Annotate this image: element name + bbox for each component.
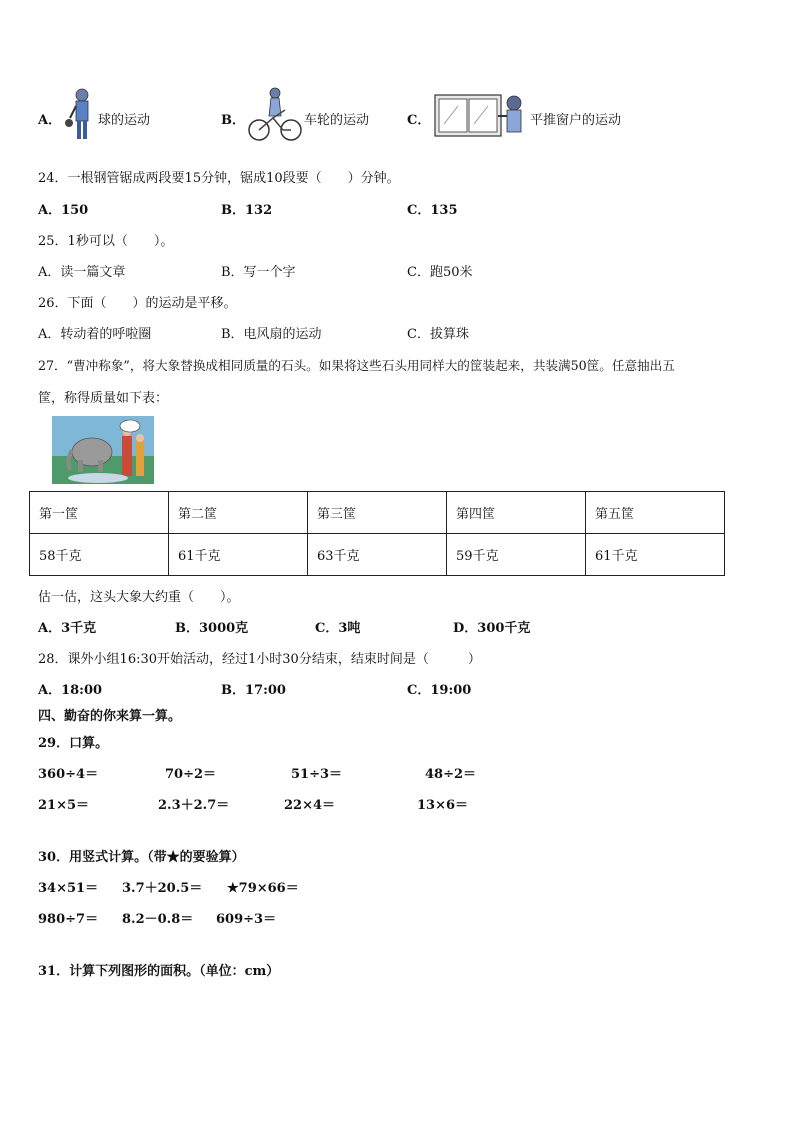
question-27-stem-line2: 筐，称得质量如下表：	[38, 391, 169, 406]
question-30-stem: 30．用竖式计算。（带★的要验算）	[38, 850, 245, 865]
mental-calc-item: 2.3＋2.7＝	[158, 798, 230, 813]
vertical-calc-item: 980÷7＝	[38, 912, 99, 927]
basket-mass-table	[29, 491, 725, 576]
vertical-calc-item: ★79×66＝	[227, 881, 299, 896]
question-25-stem: 25．1秒可以（ ）。	[38, 234, 174, 249]
option-a-text: 球的运动	[98, 113, 151, 128]
q26-option-a: A．转动着的呼啦圈	[38, 327, 152, 342]
question-29-stem: 29．口算。	[38, 736, 109, 751]
vertical-calc-item: 3.7＋20.5＝	[122, 881, 203, 896]
mental-calc-item: 360÷4＝	[38, 767, 99, 782]
table-header-cell: 第四筐	[447, 492, 586, 534]
mental-calc-item: 48÷2＝	[425, 767, 477, 782]
table-header-cell: 第一筐	[30, 492, 169, 534]
boy-riding-bicycle-illustration	[247, 86, 303, 144]
table-header-cell: 第三筐	[308, 492, 447, 534]
mental-calc-item: 13×6＝	[417, 798, 469, 813]
q28-option-a: A．18:00	[38, 683, 103, 698]
q28-option-c: C．19:00	[407, 683, 472, 698]
q27-option-d: D．300千克	[453, 621, 531, 636]
option-a-letter: A．	[38, 113, 62, 128]
table-cell: 59千克	[447, 534, 586, 576]
table-header-cell: 第二筐	[169, 492, 308, 534]
option-b-text: 车轮的运动	[304, 113, 370, 128]
table-cell: 61千克	[586, 534, 725, 576]
vertical-calc-item: 8.2－0.8＝	[122, 912, 194, 927]
q27-option-a: A．3千克	[38, 621, 97, 636]
table-row	[30, 534, 725, 576]
section-4-heading: 四、勤奋的你来算一算。	[38, 709, 182, 724]
vertical-calc-item: 34×51＝	[38, 881, 99, 896]
table-cell: 61千克	[169, 534, 308, 576]
mental-calc-item: 21×5＝	[38, 798, 90, 813]
q24-option-c: C．135	[407, 203, 458, 218]
cao-chong-weighing-elephant-illustration	[52, 416, 154, 484]
q28-option-b: B．17:00	[221, 683, 286, 698]
q25-option-a: A．读一篇文章	[38, 265, 126, 280]
question-24-stem: 24．一根钢管锯成两段要15分钟，锯成10段要（ ）分钟。	[38, 171, 400, 186]
q24-option-b: B．132	[221, 203, 273, 218]
table-header-cell: 第五筐	[586, 492, 725, 534]
question-27-stem-line1: 27．“曹冲称象”，将大象替换成相同质量的石头。如果将这些石头用同样大的筐装起来，共装满50筐。任意抽出五	[38, 358, 675, 373]
q24-option-a: A．150	[38, 203, 89, 218]
q25-option-c: C．跑50米	[407, 265, 473, 280]
question-31-stem: 31．计算下列图形的面积。（单位：cm）	[38, 964, 280, 979]
q25-option-b: B．写一个字	[221, 265, 296, 280]
window-pushing-illustration	[434, 92, 530, 140]
question-28-stem: 28．课外小组16:30开始活动，经过1小时30分结束，结束时间是（ ）	[38, 652, 481, 667]
table-cell: 63千克	[308, 534, 447, 576]
q26-option-c: C．拔算珠	[407, 327, 469, 342]
boy-bouncing-ball-illustration	[62, 86, 98, 142]
mental-calc-item: 70÷2＝	[165, 767, 217, 782]
q26-option-b: B．电风扇的运动	[221, 327, 322, 342]
option-c-letter: C．	[407, 113, 431, 128]
question-27-question: 估一估，这头大象大约重（ ）。	[38, 590, 240, 605]
vertical-calc-item: 609÷3＝	[216, 912, 277, 927]
q27-option-b: B．3000克	[175, 621, 249, 636]
q27-option-c: C．3吨	[315, 621, 361, 636]
mental-calc-item: 22×4＝	[284, 798, 336, 813]
question-26-stem: 26．下面（ ）的运动是平移。	[38, 296, 237, 311]
option-b-letter: B．	[221, 113, 245, 128]
option-c-text: 平推窗户的运动	[530, 113, 622, 128]
mental-calc-item: 51÷3＝	[291, 767, 343, 782]
table-header-row	[30, 492, 725, 534]
table-cell: 58千克	[30, 534, 169, 576]
